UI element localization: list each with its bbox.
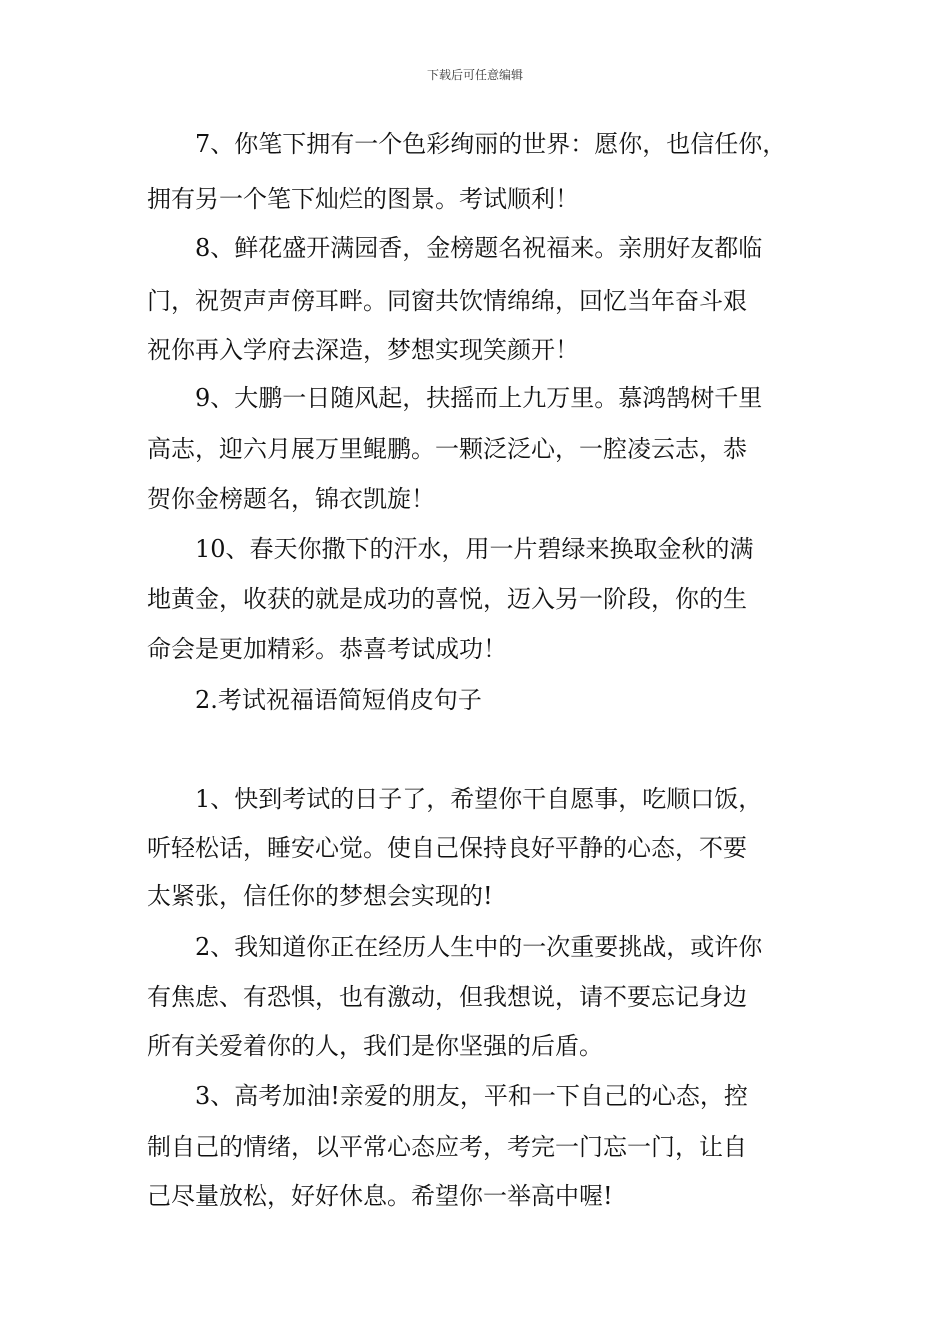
item-3-line-1: 3、高考加油!亲爱的朋友，平和一下自己的心态，控 [195,1082,748,1110]
paragraph-8-line-2: 门，祝贺声声傍耳畔。同窗共饮情绵绵，回忆当年奋斗艰 [147,287,747,315]
item-3-line-3: 己尽量放松，好好休息。希望你一举高中喔! [147,1182,613,1210]
paragraph-10-line-2: 地黄金，收获的就是成功的喜悦，迈入另一阶段，你的生 [147,585,747,613]
paragraph-7-line-2: 拥有另一个笔下灿烂的图景。考试顺利！ [147,185,579,213]
paragraph-7-line-1: 7、你笔下拥有一个色彩绚丽的世界：愿你，也信任你， [195,130,787,158]
paragraph-8-line-3: 祝你再入学府去深造，梦想实现笑颜开！ [147,336,579,364]
paragraph-10-line-3: 命会是更加精彩。恭喜考试成功！ [147,635,507,663]
item-2-line-1: 2、我知道你正在经历人生中的一次重要挑战，或许你 [195,933,763,961]
item-1-line-1: 1、快到考试的日子了，希望你干自愿事，吃顺口饭， [195,785,763,813]
item-3-line-2: 制自己的情绪，以平常心态应考，考完一门忘一门，让自 [147,1133,747,1161]
paragraph-9-line-2: 高志，迎六月展万里鲲鹏。一颗泛泛心，一腔凌云志，恭 [147,435,747,463]
paragraph-10-line-1: 10、春天你撒下的汗水，用一片碧绿来换取金秋的满 [195,535,754,563]
paragraph-9-line-3: 贺你金榜题名，锦衣凯旋！ [147,485,435,513]
section-heading: 2.考试祝福语简短俏皮句子 [195,686,482,714]
page-header: 下载后可任意编辑 [426,68,523,82]
item-2-line-2: 有焦虑、有恐惧，也有激动，但我想说，请不要忘记身边 [147,983,747,1011]
item-1-line-3: 太紧张，信任你的梦想会实现的! [147,882,493,910]
paragraph-9-line-1: 9、大鹏一日随风起，扶摇而上九万里。慕鸿鹄树千里 [195,384,763,412]
item-1-line-2: 听轻松话，睡安心觉。使自己保持良好平静的心态，不要 [147,834,747,862]
item-2-line-3: 所有关爱着你的人，我们是你坚强的后盾。 [147,1032,603,1060]
paragraph-8-line-1: 8、鲜花盛开满园香，金榜题名祝福来。亲朋好友都临 [195,234,763,262]
